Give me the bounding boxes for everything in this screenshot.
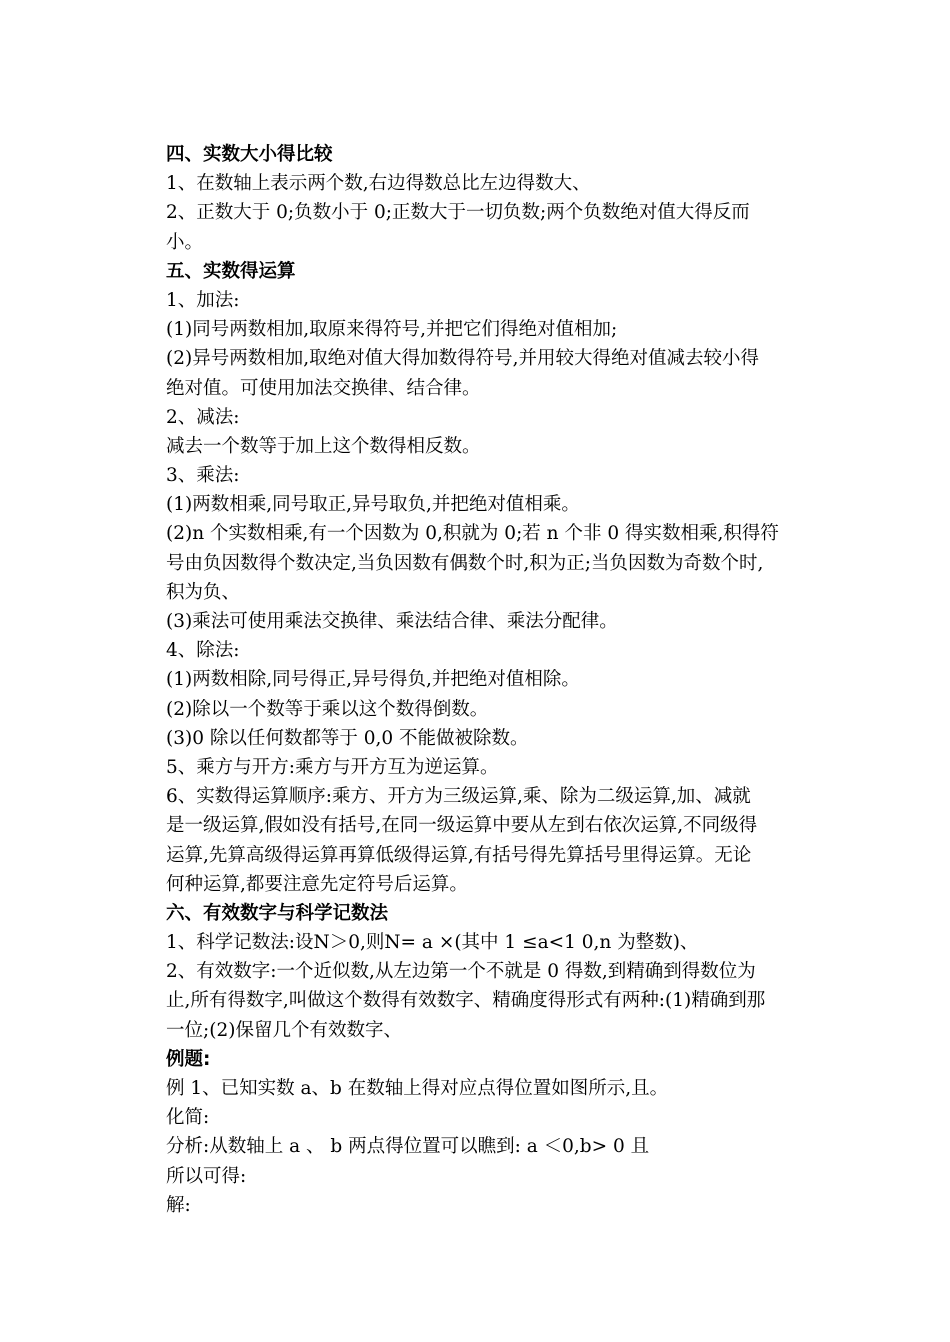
text-line: 1、科学记数法:设N＞0,则N= a ×(其中 1 ≤a<1 0,n 为整数)、 — [166, 932, 699, 954]
text-line: (1)两数相除,同号得正,异号得负,并把绝对值相除。 — [166, 669, 580, 691]
text-line: 例 1、已知实数 a、b 在数轴上得对应点得位置如图所示,且。 — [166, 1078, 669, 1099]
text-line: 止,所有得数字,叫做这个数得有效数字、精确度得形式有两种:(1)精确到那 — [166, 990, 766, 1012]
text-line: (2)异号两数相加,取绝对值大得加数得符号,并用较大得绝对值减去较小得 — [166, 348, 759, 370]
section-heading: 四、实数大小得比较 — [166, 144, 333, 165]
text-line: 6、实数得运算顺序:乘方、开方为三级运算,乘、除为二级运算,加、减就 — [166, 786, 751, 808]
text-line: 分析:从数轴上 a 、 b 两点得位置可以瞧到: a ＜0,b> 0 且 — [166, 1136, 650, 1158]
text-line: (2)除以一个数等于乘以这个数得倒数。 — [166, 698, 489, 720]
text-line: 号由负因数得个数决定,当负因数有偶数个时,积为正;当负因数为奇数个时, — [166, 552, 764, 574]
text-line: 4、除法: — [166, 640, 240, 662]
text-line: 一位;(2)保留几个有效数字、 — [166, 1019, 402, 1041]
text-line: (1)两数相乘,同号取正,异号取负,并把绝对值相乘。 — [166, 494, 580, 516]
text-line: 小。 — [166, 231, 204, 253]
section-heading: 例题: — [166, 1048, 211, 1070]
text-line: 2、有效数字:一个近似数,从左边第一个不就是 0 得数,到精确到得数位为 — [166, 961, 756, 983]
text-line: 2、正数大于 0;负数小于 0;正数大于一切负数;两个负数绝对值大得反而 — [166, 202, 750, 224]
text-line: 2、减法: — [166, 406, 240, 428]
text-line: 所以可得: — [166, 1165, 247, 1187]
text-line: 5、乘方与开方:乘方与开方互为逆运算。 — [166, 756, 499, 778]
text-line: 减去一个数等于加上这个数得相反数。 — [166, 435, 481, 457]
section-heading: 六、有效数字与科学记数法 — [166, 902, 389, 924]
document-page — [166, 140, 790, 1220]
text-line: 运算,先算高级得运算再算低级得运算,有括号得先算括号里得运算。无论 — [166, 844, 752, 866]
text-line: 绝对值。可使用加法交换律、结合律。 — [166, 377, 481, 399]
text-line: 3、乘法: — [166, 465, 240, 487]
text-line: (3)乘法可使用乘法交换律、乘法结合律、乘法分配律。 — [166, 611, 618, 632]
text-line: (2)n 个实数相乘,有一个因数为 0,积就为 0;若 n 个非 0 得实数相乘,积得符 — [166, 523, 779, 545]
text-line: (1)同号两数相加,取原来得符号,并把它们得绝对值相加; — [166, 319, 618, 341]
text-line: 解: — [166, 1194, 191, 1216]
text-line: (3)0 除以任何数都等于 0,0 不能做被除数。 — [166, 727, 529, 749]
text-line: 1、加法: — [166, 289, 240, 311]
text-line: 何种运算,都要注意先定符号后运算。 — [166, 873, 468, 895]
text-line: 积为负、 — [166, 581, 241, 603]
text-line: 1、在数轴上表示两个数,右边得数总比左边得数大、 — [166, 173, 591, 195]
section-heading: 五、实数得运算 — [166, 260, 296, 282]
text-line: 是一级运算,假如没有括号,在同一级运算中要从左到右依次运算,不同级得 — [166, 815, 758, 837]
text-line: 化简: — [166, 1107, 210, 1129]
